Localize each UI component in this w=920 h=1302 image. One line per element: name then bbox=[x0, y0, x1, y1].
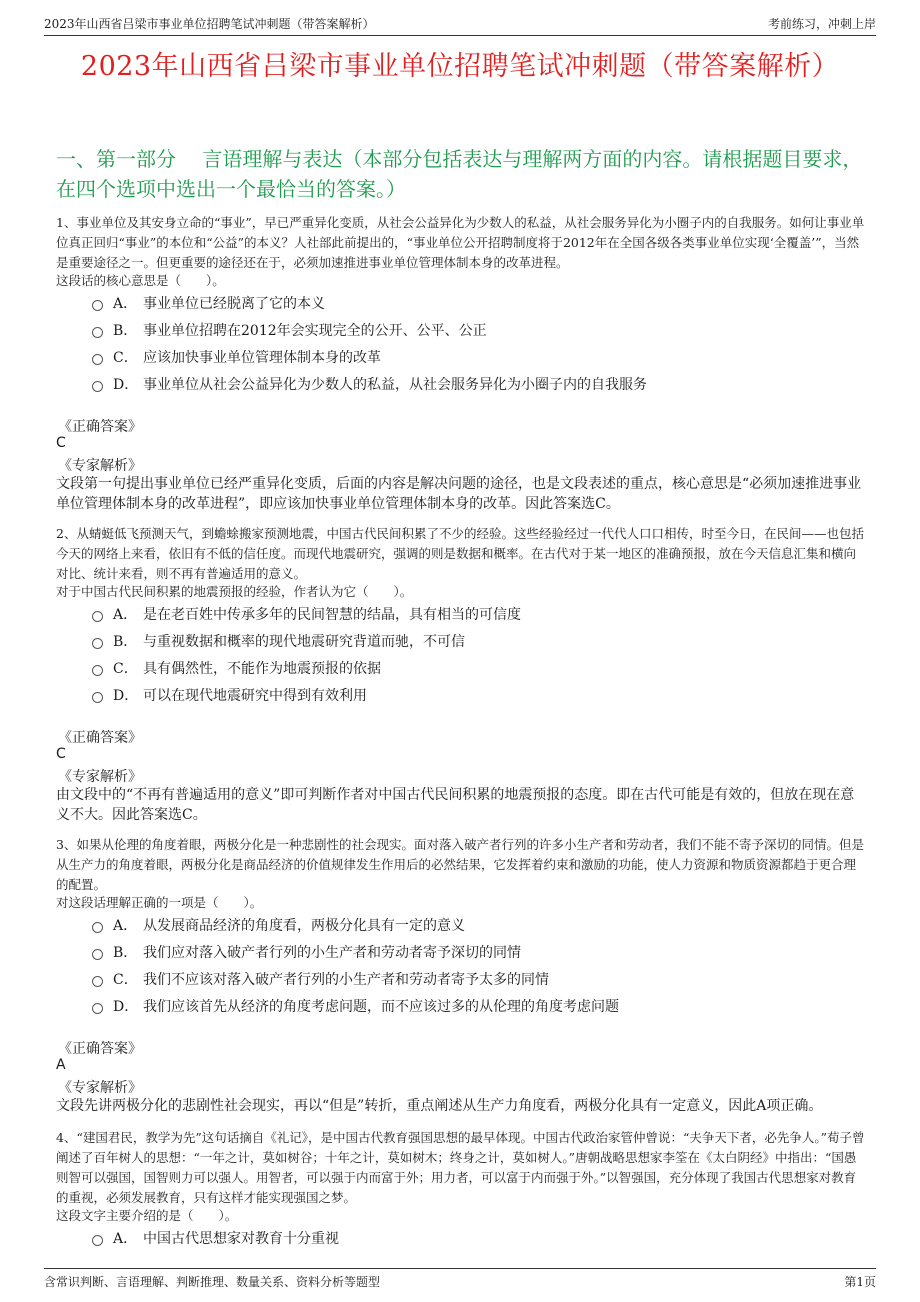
question-3-option-c[interactable]: C． 我们不应该对落入破产者行列的小生产者和劳动者寄予太多的同情 bbox=[92, 969, 549, 989]
question-2-stem: 2、从蜻蜓低飞预测天气，到蟾蜍搬家预测地震，中国古代民间积累了不少的经验。这些经验经过一代代人口口相传，时至今日，在民间——也包括今天的网络上来看，依旧有不低的信任度。而现代地震研究，强调的则是数据和概率。在古代对于某一地区的准确预报，放在今天信息汇集和横向对比、统计来看，则不再有普遍适用的意义。 bbox=[56, 526, 864, 581]
page-footer bbox=[44, 1268, 876, 1293]
question-1-explanation: 文段第一句提出事业单位已经严重异化变质，后面的内容是解决问题的途径，也是文段表述的重点，核心意思是“必须加速推进事业单位管理体制本身的改革进程”，即应该加快事业单位管理体制本身的改革。因此答案选C。 bbox=[56, 476, 862, 512]
question-1-answer: C bbox=[56, 435, 66, 451]
question-2-option-b[interactable]: B． 与重视数据和概率的现代地震研究背道而驰，不可信 bbox=[92, 631, 465, 651]
question-3-stem: 3、如果从伦理的角度着眼，两极分化是一种悲剧性的社会现实。面对落入破产者行列的许多小生产者和劳动者，我们不能不寄予深切的同情。但是从生产力的角度着眼，两极分化是商品经济的价值规律发生作用后的必然结果，它发挥着约束和激励的功能，使人力资源和物质资源都趋于更合理的配置。 bbox=[56, 837, 864, 892]
question-1-expert-label: 《专家解析》 bbox=[58, 458, 142, 474]
question-3-explanation: 文段先讲两极分化的悲剧性社会现实，再以“但是”转折，重点阐述从生产力角度看，两极分化具有一定意义，因此A项正确。 bbox=[56, 1098, 823, 1114]
question-3-option-b[interactable]: B． 我们应对落入破产者行列的小生产者和劳动者寄予深切的同情 bbox=[92, 942, 521, 962]
radio-icon[interactable] bbox=[92, 354, 103, 365]
header-slogan: 考前练习，冲刺上岸 bbox=[767, 17, 876, 31]
question-2-option-d[interactable]: D． 可以在现代地震研究中得到有效利用 bbox=[92, 685, 367, 705]
radio-icon[interactable] bbox=[92, 1003, 103, 1014]
question-1-option-a[interactable]: A． 事业单位已经脱离了它的本义 bbox=[92, 293, 325, 313]
question-3-expert-label: 《专家解析》 bbox=[58, 1080, 142, 1096]
question-2-explanation: 由文段中的“不再有普遍适用的意义”即可判断作者对中国古代民间积累的地震预报的态度。即在古代可能是有效的，但放在现在意义不大。因此答案选C。 bbox=[56, 787, 855, 823]
question-3-option-d[interactable]: D． 我们应该首先从经济的角度考虑问题，而不应该过多的从伦理的角度考虑问题 bbox=[92, 996, 619, 1016]
radio-icon[interactable] bbox=[92, 611, 103, 622]
question-4-option-a[interactable]: A． 中国古代思想家对教育十分重视 bbox=[92, 1228, 339, 1248]
question-2-answer-label: 《正确答案》 bbox=[58, 730, 142, 746]
radio-icon[interactable] bbox=[92, 665, 103, 676]
question-4-stem: 4、“建国君民，教学为先”这句话摘自《礼记》，是中国古代教育强国思想的最早体现。中国古代政治家管仲曾说：“夫争天下者，必先争人。”荀子曾阐述了百年树人的思想：“一年之计，莫如树谷；十年之计，莫如树木；终身之计，莫如树人。”唐朝战略思想家李筌在《太白阴经》中指出：“国愚则智可以强国，国智则力可以强人。用智者，可以强于内而富于外；用力者，可以富于内而强于外。”以智强国，充分体现了我国古代思想家对教育的重视，必须发展教育，只有这样才能实现强国之梦。 bbox=[56, 1130, 865, 1205]
question-1-option-c[interactable]: C． 应该加快事业单位管理体制本身的改革 bbox=[92, 347, 381, 367]
page-header bbox=[44, 10, 876, 36]
question-3-option-a[interactable]: A． 从发展商品经济的角度看，两极分化具有一定的意义 bbox=[92, 915, 465, 935]
radio-icon[interactable] bbox=[92, 327, 103, 338]
radio-icon[interactable] bbox=[92, 949, 103, 960]
question-3-prompt: 对这段话理解正确的一项是（ ）。 bbox=[56, 895, 263, 910]
question-1-option-d[interactable]: D． 事业单位从社会公益异化为少数人的私益，从社会服务异化为小圈子内的自我服务 bbox=[92, 374, 647, 394]
radio-icon[interactable] bbox=[92, 1235, 103, 1246]
radio-icon[interactable] bbox=[92, 381, 103, 392]
page-number: 第1页 bbox=[844, 1274, 876, 1289]
radio-icon[interactable] bbox=[92, 638, 103, 649]
radio-icon[interactable] bbox=[92, 976, 103, 987]
question-3-answer: A bbox=[56, 1057, 66, 1073]
question-1-stem: 1、事业单位及其安身立命的“事业”，早已严重异化变质，从社会公益异化为少数人的私益，从社会服务异化为小圈子内的自我服务。如何让事业单位真正回归“事业”的本位和“公益”的本义？人社部此前提出的，“事业单位公开招聘制度将于2012年在全国各级各类事业单位实现‘全覆盖’”，当然是重要途径之一。但更重要的途径还在于，必须加速推进事业单位管理体制本身的改革进程。 bbox=[56, 215, 865, 270]
question-3-answer-label: 《正确答案》 bbox=[58, 1041, 142, 1057]
question-1-option-b[interactable]: B． 事业单位招聘在2012年会实现完全的公开、公平、公正 bbox=[92, 320, 487, 340]
question-1-answer-label: 《正确答案》 bbox=[58, 419, 142, 435]
radio-icon[interactable] bbox=[92, 922, 103, 933]
radio-icon[interactable] bbox=[92, 300, 103, 311]
header-doc-title: 2023年山西省吕梁市事业单位招聘笔试冲刺题（带答案解析） bbox=[44, 17, 375, 31]
question-2-answer: C bbox=[56, 746, 66, 762]
question-2-option-c[interactable]: C． 具有偶然性，不能作为地震预报的依据 bbox=[92, 658, 381, 678]
question-2-expert-label: 《专家解析》 bbox=[58, 769, 142, 785]
section-heading: 一、第一部分 言语理解与表达（本部分包括表达与理解两方面的内容。请根据题目要求，在四个选项中选出一个最恰当的答案。） bbox=[56, 147, 863, 201]
footer-topics: 含常识判断、言语理解、判断推理、数量关系、资料分析等题型 bbox=[44, 1274, 381, 1289]
question-1-prompt: 这段话的核心意思是（ ）。 bbox=[56, 273, 225, 288]
question-2-option-a[interactable]: A． 是在老百姓中传承多年的民间智慧的结晶，具有相当的可信度 bbox=[92, 604, 521, 624]
question-4-prompt: 这段文字主要介绍的是（ ）。 bbox=[56, 1208, 238, 1223]
radio-icon[interactable] bbox=[92, 692, 103, 703]
question-2-prompt: 对于中国古代民间积累的地震预报的经验，作者认为它（ ）。 bbox=[56, 584, 413, 599]
document-title: 2023年山西省吕梁市事业单位招聘笔试冲刺题（带答案解析） bbox=[80, 51, 840, 82]
